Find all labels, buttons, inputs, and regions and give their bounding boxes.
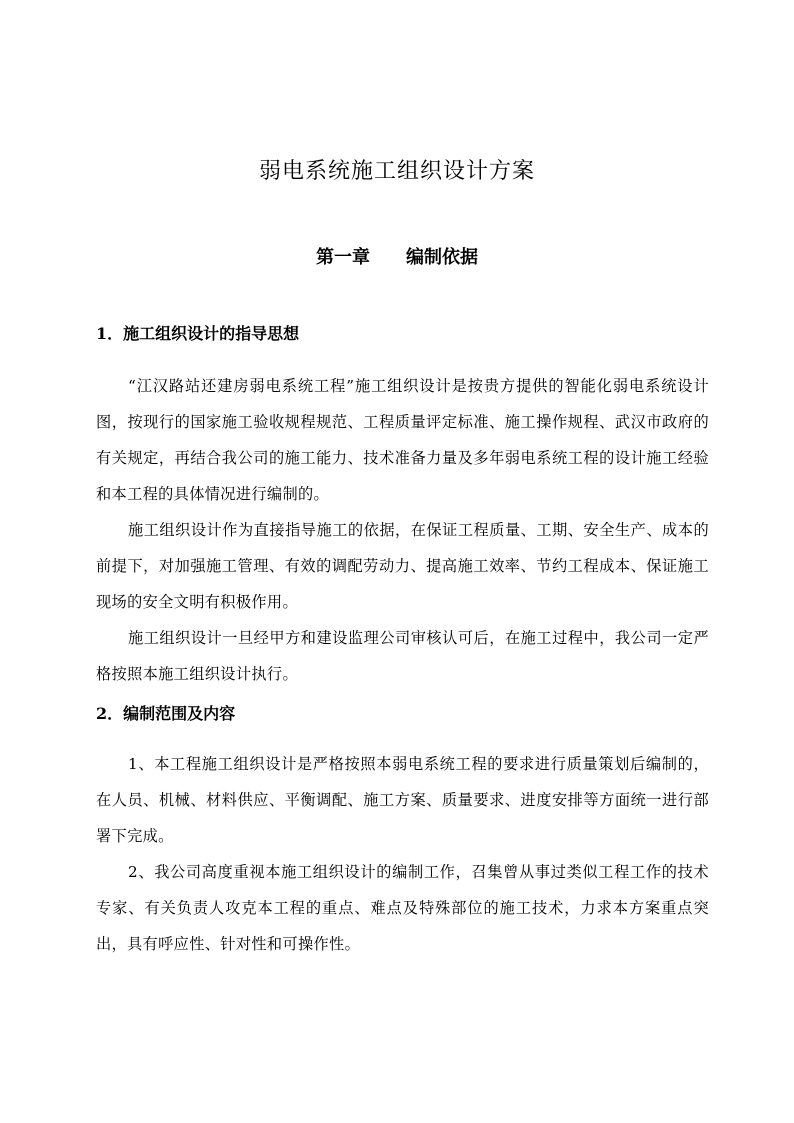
section-heading-guiding-ideology: 1．施工组织设计的指导思想: [96, 324, 300, 343]
paragraph-scope-item-1: 1、本工程施工组织设计是严格按照本弱电系统工程的要求进行质量策划后编制的，在人员、机械、材料供应、平衡调配、施工方案、质量要求、进度安排等方面统一进行部署下完成。: [96, 755, 709, 845]
paragraph-design-purpose: 施工组织设计作为直接指导施工的依据，在保证工程质量、工期、安全生产、成本的前提下，对加强施工管理、有效的调配劳动力、提高施工效率、节约工程成本、保证施工现场的安全文明有积极作用。: [96, 521, 709, 611]
section-heading-scope-content: 2．编制范围及内容: [96, 704, 236, 723]
chapter-name: 编制依据: [406, 247, 478, 268]
chapter-heading: [0, 243, 794, 273]
chapter-number: 第一章: [316, 247, 370, 268]
paragraph-scope-item-2: 2、我公司高度重视本施工组织设计的编制工作，召集曾从事过类似工程工作的技术专家、有关负责人攻克本工程的重点、难点及特殊部位的施工技术，力求本方案重点突出，具有呼应性、针对性和可操作性。: [96, 863, 709, 953]
paragraph-project-basis: “江汉路站还建房弱电系统工程”施工组织设计是按贵方提供的智能化弱电系统设计图，按现行的国家施工验收规程规范、工程质量评定标准、施工操作规程、武汉市政府的有关规定，再结合我公司的施工能力、技术准备力量及多年弱电系统工程的设计施工经验和本工程的具体情况进行编制的。: [96, 377, 709, 503]
paragraph-execution-commitment: 施工组织设计一旦经甲方和建设监理公司审核认可后，在施工过程中，我公司一定严格按照本施工组织设计执行。: [96, 629, 709, 683]
document-title: 弱电系统施工组织设计方案: [258, 159, 535, 184]
